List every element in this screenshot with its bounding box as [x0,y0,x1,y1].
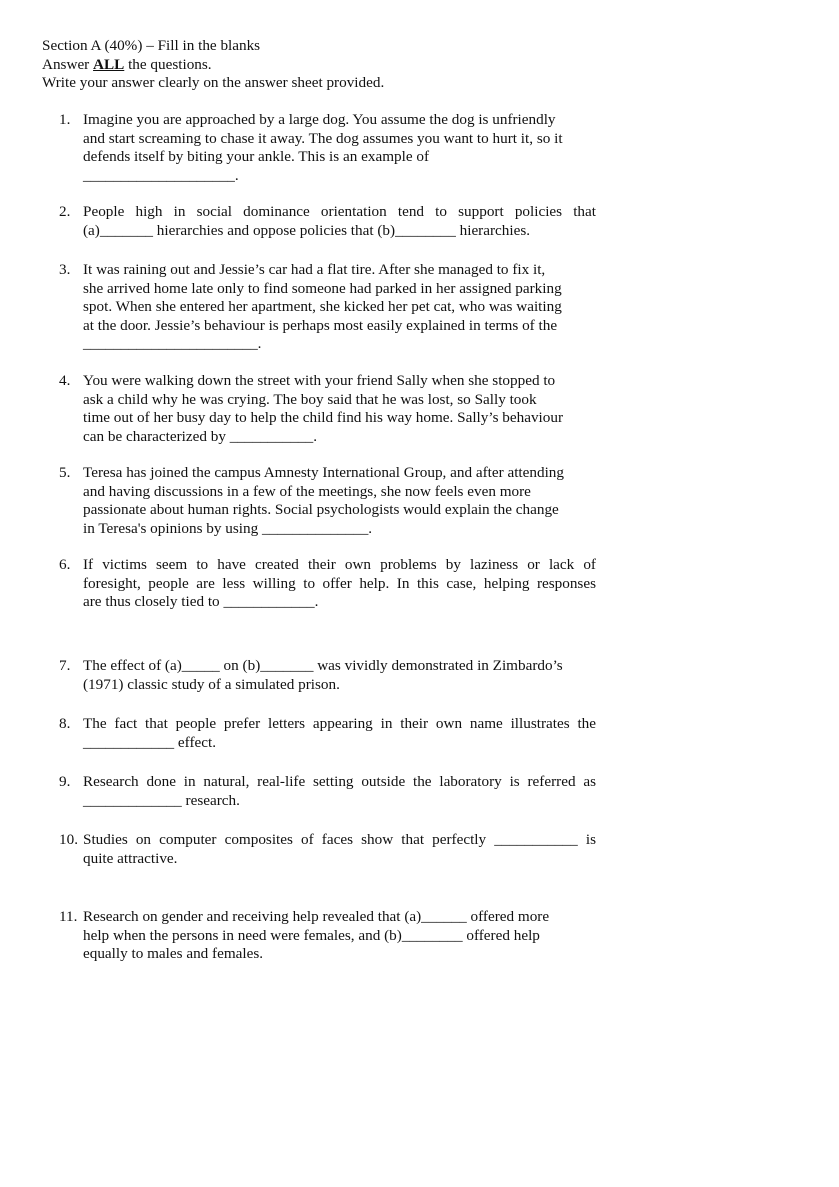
question-line: quite attractive. [83,849,178,867]
question-line: can be characterized by ___________. [83,427,318,445]
question-number: 4. [59,372,71,389]
question-line: People high in social dominance orientation tend to support policies that [83,203,596,220]
question-line: Research done in natural, real-life setting outside the laboratory is referred as [83,773,596,790]
question-number: 1. [59,111,71,128]
instruction-answer-sheet: Write your answer clearly on the answer sheet provided. [42,74,385,91]
question-number: 3. [59,261,71,278]
question-text [83,715,596,752]
question-line: and start screaming to chase it away. The dog assumes you want to hurt it, so it [83,129,563,147]
question-line: ____________ effect. [83,733,217,751]
question-number: 10. [59,831,78,848]
instruction-all-emphasis: ALL [93,55,125,73]
question-text [83,908,596,964]
question-number: 9. [59,773,71,790]
question-number: 6. [59,556,71,573]
question-line: in Teresa's opinions by using ______________. [83,519,373,537]
question-text [83,372,596,446]
question-line: passionate about human rights. Social psychologists would explain the change [83,501,559,518]
question-number: 2. [59,203,71,220]
question-4 [59,372,596,446]
question-line: Teresa has joined the campus Amnesty International Group, and after attending [83,464,564,481]
question-number: 5. [59,464,71,481]
question-5 [59,464,596,538]
question-line: at the door. Jessie’s behaviour is perhaps most easily explained in terms of the [83,316,558,334]
question-line: help when the persons in need were females, and (b)________ offered help [83,926,540,944]
question-line: You were walking down the street with your friend Sally when she stopped to [83,372,556,389]
question-line: _____________ research. [83,791,240,809]
question-2 [59,203,596,240]
question-line: Research on gender and receiving help revealed that (a)______ offered more [83,908,550,925]
question-8 [59,715,596,752]
question-1 [59,111,596,185]
instruction-prefix: Answer [42,55,94,73]
question-line: defends itself by biting your ankle. This is an example of [83,148,430,165]
question-line: and having discussions in a few of the meetings, she now feels even more [83,482,531,500]
question-line: The effect of (a)_____ on (b)_______ was vividly demonstrated in Zimbardo’s [83,657,563,674]
question-9 [59,773,596,810]
question-line: (a)_______ hierarchies and oppose policies that (b)________ hierarchies. [83,221,531,239]
question-text [83,111,596,185]
question-line: time out of her busy day to help the child find his way home. Sally’s behaviour [83,409,564,426]
question-line: Studies on computer composites of faces show that perfectly ___________ is [83,831,596,848]
question-number: 7. [59,657,71,674]
question-text [83,657,596,694]
question-text [83,203,596,240]
question-line: It was raining out and Jessie’s car had a flat tire. After she managed to fix it, [83,261,546,278]
question-line: Imagine you are approached by a large dog. You assume the dog is unfriendly [83,111,556,128]
section-title: Section A (40%) – Fill in the blanks [42,37,261,54]
question-text [83,773,596,810]
question-line: The fact that people prefer letters appearing in their own name illustrates the [83,715,596,732]
question-line: ask a child why he was crying. The boy said that he was lost, so Sally took [83,390,537,408]
question-3 [59,261,596,354]
section-header [42,37,384,93]
question-line: If victims seem to have created their own problems by laziness or lack of [83,556,596,573]
question-11 [59,908,596,964]
question-text [83,831,596,868]
question-line: (1971) classic study of a simulated prison. [83,675,340,693]
instruction-answer-all [42,56,384,75]
question-line: she arrived home late only to find someone had parked in her assigned parking [83,279,562,297]
answer-blank: _______________________. [83,335,262,352]
answer-blank: ____________________. [83,166,239,184]
question-line: spot. When she entered her apartment, she kicked her pet cat, who was waiting [83,298,562,315]
question-line: are thus closely tied to ____________. [83,593,319,610]
question-line: equally to males and females. [83,945,264,962]
question-text [83,464,596,538]
question-text [83,556,596,612]
question-7 [59,657,596,694]
question-line: foresight, people are less willing to offer help. In this case, helping responses [83,574,596,592]
question-10 [59,831,596,868]
question-number: 11. [59,908,78,925]
instruction-suffix: the questions. [124,55,212,73]
question-number: 8. [59,715,71,732]
question-text [83,261,596,354]
question-6 [59,556,596,612]
